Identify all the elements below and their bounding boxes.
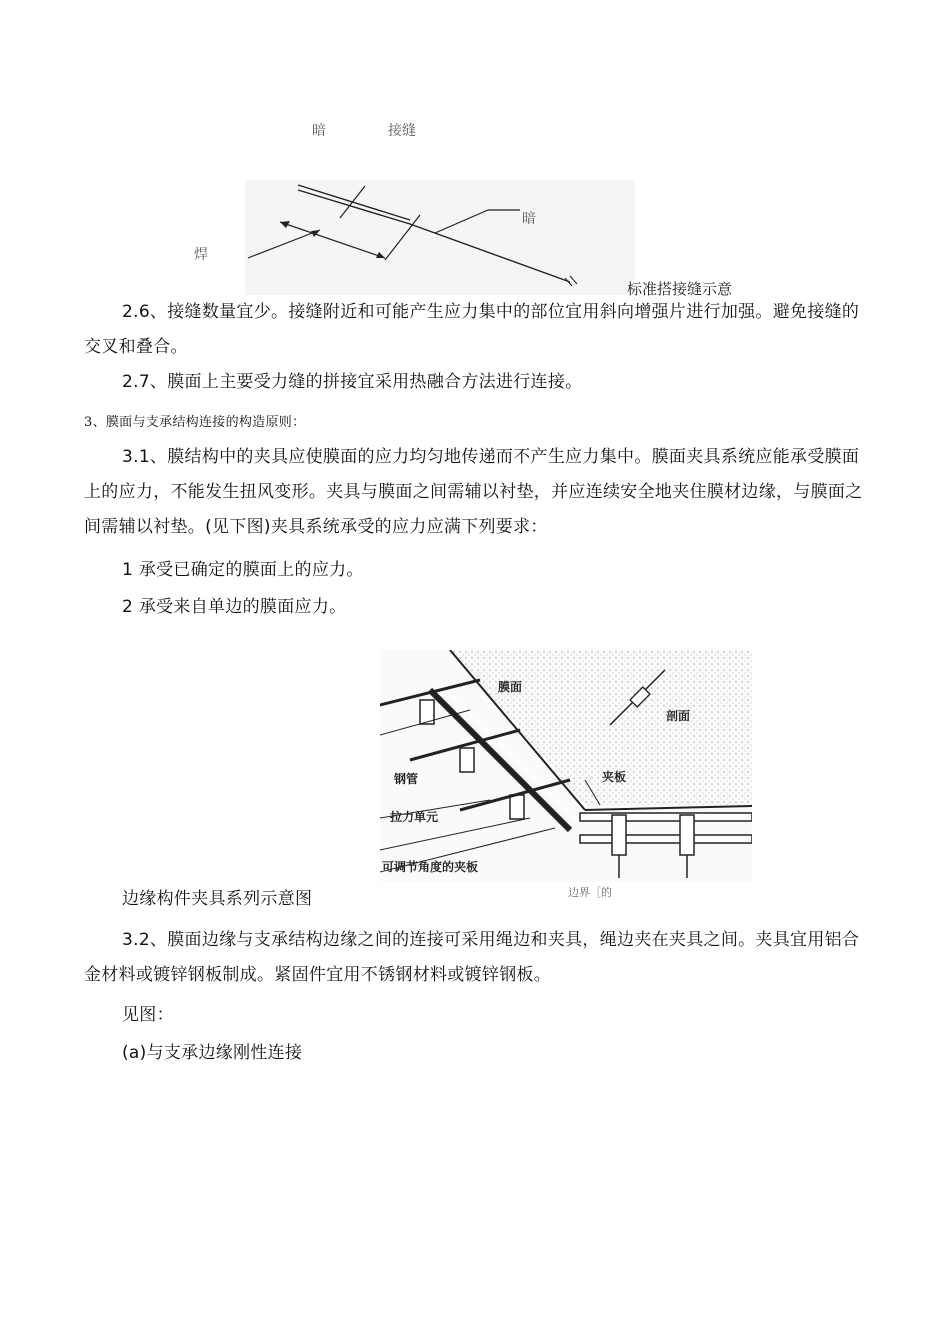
- label-membrane: 膜面: [498, 680, 523, 694]
- label-tension-unit: 拉力单元: [390, 810, 439, 824]
- list-item-1: 1 承受已确定的膜面上的应力。: [122, 560, 364, 580]
- see-figure: 见图：: [122, 1005, 174, 1025]
- label-top-right: 接缝: [388, 123, 416, 139]
- paragraph-3-1: 3.1、膜结构中的夹具应使膜面的应力均匀地传递而不产生应力集中。膜面夹具系统应能承受膜面上的应力，不能发生扭风变形。夹具与膜面之间需辅以衬垫，并应连续安全地夹住膜材边缘，与膜面之间需辅以衬垫。(见下图)夹具系统承受的应力应满下列要求：: [84, 447, 863, 537]
- list-item-2: 2 承受来自单边的膜面应力。: [122, 597, 347, 617]
- label-clamp-plate: 夹板: [602, 770, 627, 784]
- lap-seam-caption: 标准搭接缝示意: [627, 280, 733, 298]
- section-heading-3: 3、膜面与支承结构连接的构造原则：: [84, 415, 306, 430]
- paragraph-3-2: 3.2、膜面边缘与支承结构边缘之间的连接可采用绳边和夹具，绳边夹在夹具之间。夹具宜用铝合金材料或镀锌钢板制成。紧固件宜用不锈钢材料或镀锌钢板。: [84, 930, 860, 985]
- lap-seam-drawing: [180, 110, 780, 300]
- label-top-left: 暗: [312, 123, 326, 139]
- label-section: 剖面: [666, 709, 691, 723]
- figure-a-label: (a)与支承边缘刚性连接: [122, 1043, 303, 1063]
- label-adjustable-clamp: 可调节角度的夹板: [382, 860, 479, 874]
- label-boundary: 边界［的: [568, 886, 612, 899]
- label-left: 焊: [194, 247, 208, 263]
- paragraph-2-6: 2.6、接缝数量宜少。接缝附近和可能产生应力集中的部位宜用斜向增强片进行加强。避免接缝的交叉和叠合。: [84, 302, 860, 357]
- label-right: 暗: [522, 211, 536, 227]
- paragraph-2-7: 2.7、膜面上主要受力缝的拼接宜采用热融合方法进行连接。: [122, 372, 583, 392]
- edge-clamp-figure: [380, 650, 752, 882]
- edge-clamp-caption: 边缘构件夹具系列示意图: [122, 889, 313, 909]
- label-steel-pipe: 钢管: [394, 772, 419, 786]
- lap-seam-figure: [180, 110, 780, 300]
- edge-clamp-drawing: [380, 650, 752, 882]
